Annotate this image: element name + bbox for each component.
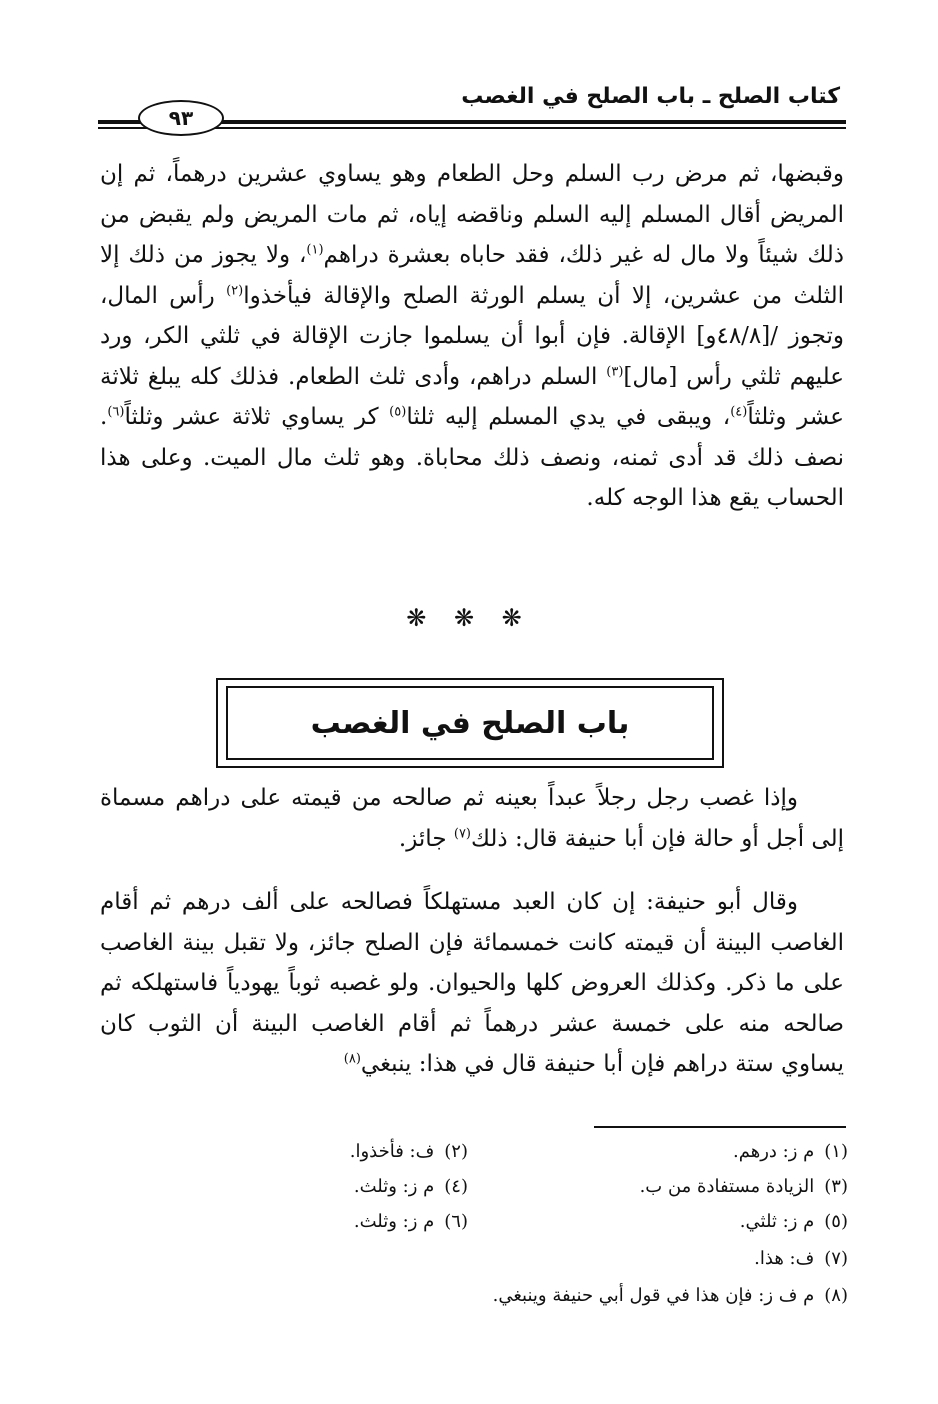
footnote-ref-8[interactable]: (٨) (343, 1051, 361, 1067)
footnote-ref-7[interactable]: (٧) (453, 825, 471, 841)
page-number: ٩٣ (138, 100, 224, 136)
footnote-ref-2[interactable]: (٢) (226, 282, 244, 298)
footnote-ref-1[interactable]: (١) (306, 242, 324, 258)
footnote-7: (٧)ف: هذا. (754, 1248, 848, 1269)
section-separator: ❋ ❋ ❋ (406, 604, 532, 632)
footnote-ref-5[interactable]: (٥) (389, 404, 407, 420)
footnote-rule (594, 1126, 846, 1128)
footnote-6: (٦)م ز: وثلث. (353, 1211, 468, 1232)
footnote-ref-6[interactable]: (٦) (107, 404, 125, 420)
footnote-8: (٨)م ف ز: فإن هذا في قول أبي حنيفة وينبغي. (492, 1285, 848, 1306)
footnote-2: (٢)ف: فأخذوا. (349, 1141, 468, 1162)
paragraph-ghasb-abd: وإذا غصب رجل رجلاً عبداً بعينه ثم صالحه من قيمته على دراهم مسماة إلى أجل أو حالة فإن أبا حنيفة قال: ذلك$^{(٧)}$ جائز. (100, 785, 844, 852)
chapter-title: باب الصلح في الغصب (226, 686, 714, 760)
running-title: كتاب الصلح ـ باب الصلح في الغصب (461, 84, 840, 109)
footnote-4: (٤)م ز: وثلث. (353, 1176, 468, 1197)
footnote-ref-4[interactable]: (٤) (730, 404, 748, 420)
paragraph-sulh-salam: وقبضها، ثم مرض رب السلم وحل الطعام وهو يساوي عشرين درهماً، ثم إن المريض أقال المسلم إليه السلم وناقضه إياه، ثم مات المريض ولم يقبض من ذلك شيئاً ولا مال له غير ذلك، فقد حاباه بعشرة دراهم$^{(١)}$، ولا يجوز من ذلك إلا الثلث من عشرين، إلا أن يسلم الورثة الصلح والإقالة فيأخذوا$^{(٢)}$ رأس المال، وتجوز /[٤٨/٨و] الإقالة. فإن أبوا أن يسلموا جازت الإقالة في ثلثي الكر، ورد عليهم ثلثي رأس [مال]$^{(٣)}$ السلم دراهم، وأدى ثلث الطعام. فذلك كله يبلغ ثلاثة عشر وثلثاً$^{(٤)}$، ويبقى في يدي المسلم إليه ثلثا$^{(٥)}$ كر يساوي ثلاثة عشر وثلثاً$^{(٦)}$. نصف ذلك قد أدى ثمنه، ونصف ذلك محاباة. وهو ثلث مال الميت. وعلى هذا الحساب يقع هذا الوجه كله. (100, 161, 844, 511)
footnote-5: (٥)م ز: ثلثي. (739, 1211, 848, 1232)
paragraph-abu-hanifa: وقال أبو حنيفة: إن كان العبد مستهلكاً فصالحه على ألف درهم ثم أقام الغاصب البينة أن قيمته كانت خمسمائة فإن الصلح جائز، ولا تقبل بينة الغاصب على ما ذكر. وكذلك العروض كلها والحيوان. ولو غصبه ثوباً يهودياً فاستهلكه ثم صالحه منه على خمسة عشر درهماً ثم أقام الغاصب البينة أن الثوب كان يساوي ستة دراهم فإن أبا حنيفة قال في هذا: ينبغي$^{(٨)}$ (100, 889, 844, 1077)
footnote-ref-3[interactable]: (٣) (606, 363, 624, 379)
footnote-1: (١)م ز: درهم. (733, 1141, 848, 1162)
footnote-3: (٣)الزيادة مستفادة من ب. (639, 1176, 848, 1197)
